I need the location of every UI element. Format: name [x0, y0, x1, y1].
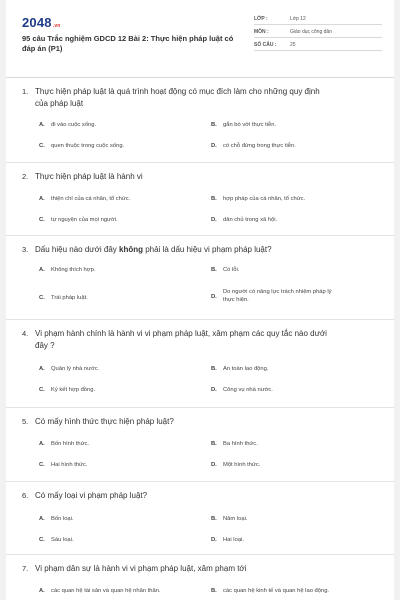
question-6-text: 6. Có mấy loại vi phạm pháp luật?	[22, 491, 148, 500]
question-1-option-b[interactable]: B. gắn bó với thực tiễn.	[211, 122, 277, 128]
question-6-option-a[interactable]: A. Bốn loại.	[39, 516, 74, 522]
question-2-option-a[interactable]: A. thiện chí của cá nhân, tổ chức.	[39, 196, 131, 202]
question-3-text: 3. Dấu hiệu nào dưới đây không phải là dấu hiệu vi phạm pháp luật?	[22, 245, 272, 254]
question-2	[6, 163, 394, 236]
question-6-option-b[interactable]: B. Năm loại.	[211, 516, 248, 522]
question-5-option-c[interactable]: C. Hai hình thức.	[39, 462, 88, 468]
worksheet-header	[6, 0, 394, 78]
question-3-option-a[interactable]: A. Không thích hợp.	[39, 267, 96, 273]
question-6-option-d[interactable]: D. Hai loại.	[211, 537, 244, 543]
question-4-option-a[interactable]: A. Quản lý nhà nước.	[39, 366, 100, 372]
question-5-option-b[interactable]: B. Ba hình thức.	[211, 441, 258, 447]
question-3-option-d[interactable]: D.Do người có năng lực trách nhiệm pháp lý thực hiện.	[211, 289, 332, 303]
question-5	[6, 408, 394, 482]
question-4-option-d[interactable]: D. Công vụ nhà nước.	[211, 387, 273, 393]
question-6	[6, 482, 394, 555]
question-5-text: 5. Có mấy hình thức thực hiện pháp luật?	[22, 417, 174, 426]
meta-count-label: SỐ CÂU :	[254, 41, 277, 48]
question-7-option-b[interactable]: B. các quan hệ kinh tế và quan hệ lao động.	[211, 588, 330, 594]
question-3-option-c[interactable]: C. Trái pháp luật.	[39, 295, 88, 301]
worksheet-page	[6, 0, 394, 600]
worksheet-meta	[254, 13, 382, 52]
question-5-option-a[interactable]: A. Bốn hình thức.	[39, 441, 90, 447]
question-4	[6, 320, 394, 408]
site-logo[interactable]: 2048.vn	[22, 15, 61, 30]
question-3-option-b[interactable]: B. Có lỗi.	[211, 267, 240, 273]
meta-subject-label: MÔN :	[254, 28, 269, 35]
question-2-option-c[interactable]: C. tự nguyện của mọi người.	[39, 217, 118, 223]
document-title: 95 câu Trắc nghiệm GDCD 12 Bài 2: Thực hiện pháp luật có đáp án (P1)	[22, 34, 234, 53]
question-6-option-c[interactable]: C. Sáu loại.	[39, 537, 74, 543]
question-2-option-b[interactable]: B. hợp pháp của cá nhân, tổ chức.	[211, 196, 306, 202]
question-7	[6, 555, 394, 600]
question-1-option-d[interactable]: D. có chỗ đứng trong thực tiễn.	[211, 143, 296, 149]
question-4-text: 4. Vi phạm hành chính là hành vi vi phạm pháp luật, xâm phạm các quy tắc nào dưới đây ?	[22, 329, 327, 350]
question-4-option-b[interactable]: B. An toàn lao động.	[211, 366, 269, 372]
question-7-option-a[interactable]: A. các quan hệ tài sản và quan hệ nhân thân.	[39, 588, 161, 594]
meta-subject-row	[254, 26, 382, 38]
question-4-option-c[interactable]: C. Kỷ kết hợp đồng.	[39, 387, 96, 393]
meta-count-value: 25	[290, 41, 296, 48]
meta-class-value: Lớp 12	[290, 15, 306, 22]
question-1-text: 1. Thực hiện pháp luật là quá trình hoạt động có mục đích làm cho những quy định của pháp luật	[22, 87, 320, 108]
question-1-option-a[interactable]: A. đi vào cuộc sống.	[39, 122, 97, 128]
meta-class-row	[254, 13, 382, 25]
question-2-text: 2. Thực hiện pháp luật là hành vi	[22, 172, 143, 181]
question-3	[6, 236, 394, 320]
question-7-text: 7. Vi phạm dân sự là hành vi vi phạm pháp luật, xâm phạm tới	[22, 564, 247, 573]
question-5-option-d[interactable]: D. Một hình thức.	[211, 462, 261, 468]
meta-subject-value: Giáo dục công dân	[290, 28, 332, 35]
question-1-option-c[interactable]: C. quen thuộc trong cuộc sống.	[39, 143, 125, 149]
question-1	[6, 78, 394, 163]
meta-count-row	[254, 39, 382, 51]
meta-class-label: LỚP :	[254, 15, 268, 22]
question-2-option-d[interactable]: D. dân chủ trong xã hội.	[211, 217, 278, 223]
